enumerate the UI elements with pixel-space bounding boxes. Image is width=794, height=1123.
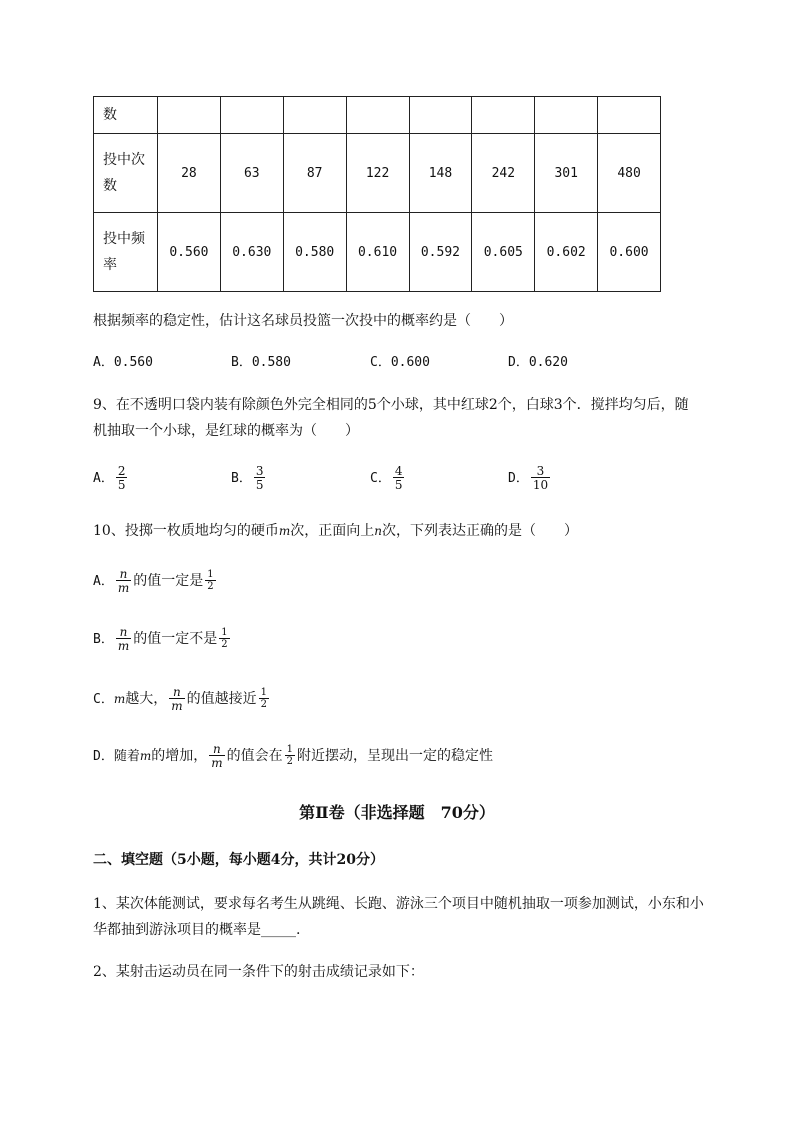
- fill-heading: 二、填空题（5小题，每小题4分，共计20分）: [93, 852, 384, 868]
- fraction-numerator: 3: [531, 465, 550, 478]
- q9-stem-line1: 9、在不透明口袋内装有除颜色外完全相同的5个小球，其中红球2个，白球3个．搅拌均匀后，随: [93, 397, 689, 413]
- n-over-m-fraction: [116, 568, 131, 594]
- freq-cell: 0.592: [409, 213, 472, 292]
- freq-cell: 0.602: [535, 213, 598, 292]
- q10-option-b: [93, 626, 232, 652]
- q10-var-n: n: [374, 524, 382, 538]
- row-head-freq: [94, 213, 158, 292]
- q9-option-b-fraction: [254, 465, 266, 491]
- table-cell: [409, 97, 472, 134]
- q9-stem-line2: 机抽取一个小球，是红球的概率为（ ）: [93, 423, 359, 439]
- q10-option-c-label: C．: [93, 692, 114, 707]
- q10-stem-post: 次，下列表达正确的是（ ）: [381, 523, 578, 539]
- q10-var-m: m: [139, 749, 152, 763]
- q9-option-d-label: D．: [508, 471, 529, 486]
- fraction-denominator: 10: [532, 478, 549, 492]
- fraction-numerator: n: [169, 686, 184, 699]
- q9-option-a: [93, 465, 129, 491]
- fraction-numerator: n: [116, 626, 131, 639]
- fraction-denominator: m: [117, 581, 130, 595]
- fraction-numerator: 1: [260, 687, 267, 698]
- one-half-fraction: [219, 628, 229, 650]
- row-head-freq-b: 率: [103, 257, 117, 273]
- q9-option-a-label: A．: [93, 471, 114, 486]
- freq-cell: 0.600: [598, 213, 661, 292]
- table-row: [94, 97, 661, 134]
- row-head-hits-a: 投中次: [103, 152, 145, 168]
- fraction-numerator: 1: [286, 744, 293, 755]
- fraction-denominator: 5: [394, 478, 403, 492]
- table-cell: [220, 97, 283, 134]
- fraction-numerator: 1: [221, 627, 228, 638]
- table-row: [94, 134, 661, 213]
- q10-option-d-text-2: 的值会在: [226, 748, 283, 764]
- n-over-m-fraction: [116, 626, 131, 652]
- fill-q2: 2、某射击运动员在同一条件下的射击成绩记录如下：: [93, 964, 424, 980]
- fraction-denominator: 5: [255, 478, 264, 492]
- q9-option-c-label: C．: [370, 471, 391, 486]
- q9-option-c: [370, 465, 406, 491]
- q9-option-c-fraction: [393, 465, 405, 491]
- hits-cell: 480: [598, 134, 661, 213]
- q10-option-d-text-3: 附近摆动，呈现出一定的稳定性: [296, 748, 493, 764]
- fraction-numerator: 1: [207, 569, 214, 580]
- q10-option-c-text-1: 越大，: [125, 691, 168, 707]
- table-cell: [283, 97, 346, 134]
- n-over-m-fraction: [169, 686, 184, 712]
- q10-option-a-label: A．: [93, 574, 114, 589]
- hits-cell: 63: [220, 134, 283, 213]
- q10-stem: [93, 521, 578, 541]
- table-cell: [535, 97, 598, 134]
- freq-cell: 0.630: [220, 213, 283, 292]
- q9-option-b-label: B．: [231, 471, 252, 486]
- row-head-freq-a: 投中频: [103, 231, 145, 247]
- q8-option-d: D．0.620: [508, 355, 568, 370]
- fraction-numerator: 2: [117, 464, 126, 478]
- fraction-numerator: n: [116, 568, 131, 581]
- fraction-numerator: 3: [255, 464, 264, 478]
- row-head-hits: [94, 134, 158, 213]
- q10-option-b-label: B．: [93, 632, 114, 647]
- q10-option-c-text-2: 的值越接近: [186, 691, 257, 707]
- q9-option-a-fraction: [116, 465, 128, 491]
- fraction-numerator: n: [209, 743, 224, 756]
- fill-q1-line1: 1、某次体能测试，要求每名考生从跳绳、长跑、游泳三个项目中随机抽取一项参加测试，小东和小: [93, 896, 704, 912]
- fraction-denominator: 2: [207, 581, 214, 592]
- one-half-fraction: [259, 688, 269, 710]
- table-cell: [158, 97, 221, 134]
- table-cell: [598, 97, 661, 134]
- table-cell: [346, 97, 409, 134]
- q10-option-d-label: D．随着: [93, 749, 140, 764]
- q8-option-c: C．0.600: [370, 355, 430, 370]
- q10-stem-mid: 次，正面向上: [290, 523, 375, 539]
- one-half-fraction: [205, 570, 215, 592]
- freq-cell: 0.605: [472, 213, 535, 292]
- one-half-fraction: [285, 745, 295, 767]
- q10-var-m: m: [278, 524, 291, 538]
- shooting-stats-table: [93, 96, 661, 292]
- q10-option-a: [93, 568, 218, 594]
- q8-stem: 根据频率的稳定性，估计这名球员投篮一次投中的概率约是（ ）: [93, 313, 513, 329]
- q9-option-d: [508, 465, 552, 491]
- hits-cell: 301: [535, 134, 598, 213]
- q10-stem-pre: 10、投掷一枚质地均匀的硬币: [93, 523, 279, 539]
- q10-option-d-text-1: 的增加，: [151, 748, 208, 764]
- hits-cell: 28: [158, 134, 221, 213]
- fraction-denominator: m: [171, 699, 183, 713]
- q9-option-d-fraction: [531, 465, 550, 491]
- q8-option-a: A．0.560: [93, 355, 153, 370]
- q10-var-m: m: [113, 692, 126, 706]
- fraction-numerator: 4: [394, 464, 403, 478]
- fraction-denominator: m: [117, 639, 130, 653]
- fraction-denominator: 2: [260, 699, 267, 710]
- table-row: [94, 213, 661, 292]
- hits-cell: 122: [346, 134, 409, 213]
- q8-option-b: B．0.580: [231, 355, 291, 370]
- row-head-attempts: 数: [94, 97, 158, 134]
- section-title: 第Ⅱ卷（非选择题 70分）: [299, 803, 495, 822]
- q10-option-d: [93, 743, 493, 769]
- fill-q1-line2: 华都抽到游泳项目的概率是_____.: [93, 922, 301, 938]
- fraction-denominator: m: [211, 756, 223, 770]
- freq-cell: 0.580: [283, 213, 346, 292]
- q9-option-b: [231, 465, 267, 491]
- hits-cell: 148: [409, 134, 472, 213]
- freq-cell: 0.610: [346, 213, 409, 292]
- hits-cell: 87: [283, 134, 346, 213]
- n-over-m-fraction: [209, 743, 224, 769]
- fraction-denominator: 2: [221, 639, 228, 650]
- fraction-denominator: 5: [117, 478, 126, 492]
- q10-option-b-text: 的值一定不是: [133, 631, 218, 647]
- table-cell: [472, 97, 535, 134]
- hits-cell: 242: [472, 134, 535, 213]
- fraction-denominator: 2: [286, 756, 293, 767]
- freq-cell: 0.560: [158, 213, 221, 292]
- q10-option-a-text: 的值一定是: [133, 573, 204, 589]
- q10-option-c: [93, 686, 271, 712]
- row-head-hits-b: 数: [103, 178, 117, 194]
